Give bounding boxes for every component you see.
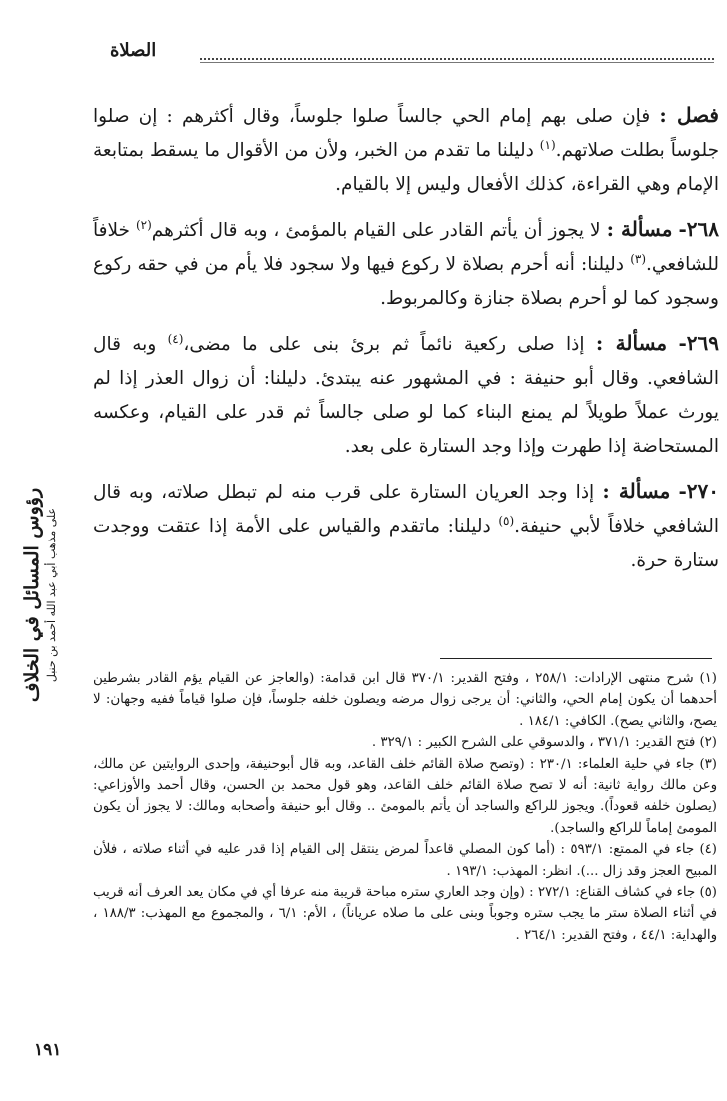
section-label: فصل : xyxy=(659,103,719,127)
paragraph-masala-270 xyxy=(93,474,719,578)
running-head: الصلاة xyxy=(110,40,157,61)
paragraph-text: وبه قال الشافعي. وقال أبو حنيفة : في المشهور عنه يبتدئ. دليلنا: أن زوال العذر إذا لم يورث عملاً طويلاً لم يمنع البناء كما لو صلى جالساً ثم قدر على القيام، وعكسه المستحاضة إذا طهرت وإذا وجد الستارة على بعد. xyxy=(93,334,719,457)
issue-label: مسألة : xyxy=(595,331,668,355)
footnote-separator xyxy=(440,658,712,659)
footnote-ref: (٣) xyxy=(630,251,647,266)
footnote-ref: (٥) xyxy=(498,513,515,528)
footnote-1: (١) شرح منتهى الإرادات: ٢٥٨/١ ، وفتح القدير: ٣٧٠/١ قال ابن قدامة: (والعاجز عن القيام يؤم القادر بشرطين أحدهما أن يكون إمام الحي، والثاني: أن يرجى زوال مرضه ويصلون خلفه جلوساً، فإن صلوا قياماً ففيه وجهان: لا يصح، والثاني يصح). الكافي: ١٨٤/١ . xyxy=(93,671,717,729)
footnote-4: (٤) جاء في الممتع: ٥٩٣/١ : (أما كون المصلي قاعداً لمرض ينتقل إلى القيام إذا قدر عليه في أثناء صلاته ، فلأن المبيح العجز وقد زال ...). انظر: المهذب: ١٩٣/١ . xyxy=(93,842,717,879)
paragraph-text: دليلنا: أنه أحرم بصلاة لا ركوع فيها ولا سجود فلا يأم من في حقه ركوع وسجود كما لو أحرم بصلاة جنازة وكالمربوط. xyxy=(93,254,719,309)
issue-label: مسألة : xyxy=(602,479,671,503)
paragraph-text: إذا وجد العريان الستارة على قرب منه لم تبطل صلاته، وبه قال الشافعي خلافاً لأبي حنيفة. xyxy=(93,482,719,537)
footnote-5: (٥) جاء في كشاف القناع: ٢٧٢/١ : (وإن وجد العاري ستره مباحة قريبة منه عرفا أي في مكان يعد العرف أنه قريب في أثناء الصلاة ستر ما يجب ستره وجوباً وبنى على ما صلاه عرياناً) ، الأم: ٦/١ ، والمجموع مع المهذب: ١٨٨/٣ ، والهداية: ٤٤/١ ، وفتح القدير: ٢٦٤/١ . xyxy=(93,885,717,943)
main-text xyxy=(93,98,719,588)
footnote-ref: (١) xyxy=(539,137,556,152)
paragraph-masala-268 xyxy=(93,212,719,316)
footnotes xyxy=(93,668,717,946)
footnote-2: (٢) فتح القدير: ٣٧١/١ ، والدسوقي على الشرح الكبير : ٣٢٩/١ . xyxy=(371,735,717,751)
paragraph-text: إذا صلى ركعية نائماً ثم برئ بنى على ما مضى، xyxy=(183,334,596,355)
paragraph-text: دليلنا ما تقدم من الخبر، ولأن من الأقوال ما يسقط بمتابعة الإمام وهي القراءة، كذلك الأفعال وليس إلا بالقيام. xyxy=(93,140,719,195)
issue-label: مسألة : xyxy=(606,217,673,241)
footnote-3: (٣) جاء في حلية العلماء: ٢٣٠/١ : (وتصح صلاة القائم خلف القاعد، وبه قال أبوحنيفة، وإحدى الروايتين عن مالك، وعن مالك رواية ثانية: أنه لا تصح صلاة القائم خلف القاعد، وهو قول محمد بن الحسن، وقال أحمد والأوزاعي: (يصلون خلفه قعوداً). ويجوز للراكع والساجد أن يأتم بالمومئ .. وقال أبو حنيفة وأصحابه ومالك: لا يجوز أن يكون المومئ إماماً للراكع والساجد). xyxy=(93,756,717,836)
paragraph-text: خلافاً للشافعي. xyxy=(93,220,719,275)
paragraph-text: لا يجوز أن يأتم القادر على القيام بالمؤمئ ، وبه قال أكثرهم xyxy=(151,220,607,241)
footnote-ref: (٢) xyxy=(135,217,152,232)
page-number: ١٩١ xyxy=(34,1040,62,1060)
paragraph-masala-269 xyxy=(93,326,719,464)
footnote-ref: (٤) xyxy=(167,331,184,346)
spine-book-title: رؤوس المسائل في الخلاف xyxy=(21,487,43,703)
paragraph-fasl xyxy=(93,98,719,202)
issue-number: ٢٧٠- xyxy=(678,479,720,503)
paragraph-text: دليلنا: ماتقدم والقياس على الأمة إذا عتقت ووجدت ستارة حرة. xyxy=(93,516,719,571)
header-rule xyxy=(200,62,714,63)
paragraph-text: فإن صلى بهم إمام الحي جالساً صلوا جلوساً، وقال أكثرهم : إن صلوا جلوساً بطلت صلاتهم. xyxy=(93,106,720,161)
issue-number: ٢٦٩- xyxy=(678,331,720,355)
header-rule-dotted xyxy=(200,58,714,60)
issue-number: ٢٦٨- xyxy=(678,217,720,241)
spine-title-block xyxy=(18,420,62,770)
spine-book-subtitle: على مذهب أبي عبد الله أحمد بن حنبل xyxy=(45,507,58,683)
